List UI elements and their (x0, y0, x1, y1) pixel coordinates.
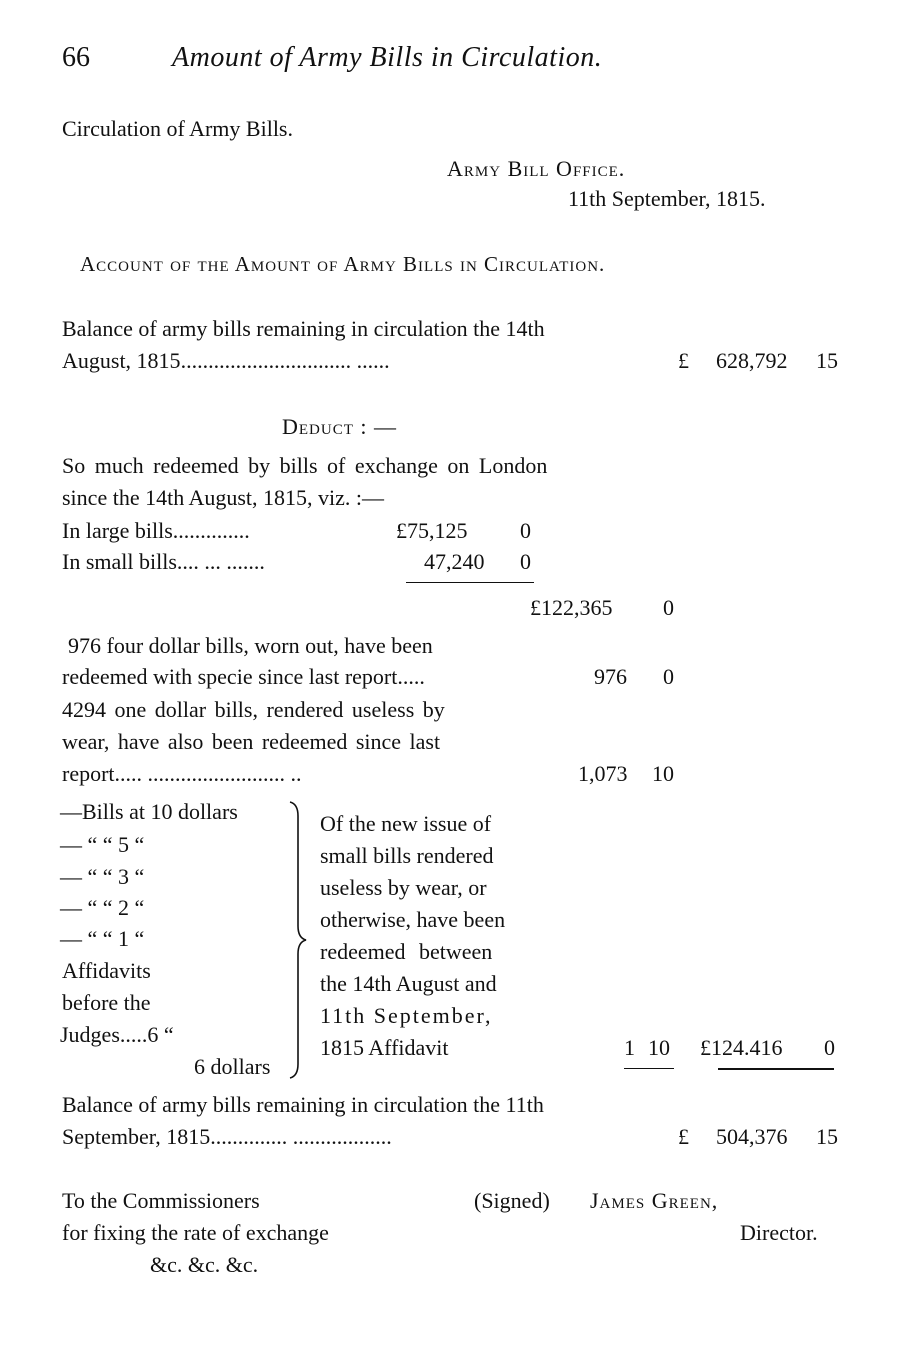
signer-name: James Green, (590, 1188, 719, 1213)
signer-title: Director. (740, 1220, 818, 1245)
four-dollar-amount: 976 (594, 664, 627, 689)
redeemed-line1: So much redeemed by bills of exchange on London (62, 453, 548, 478)
closing-balance-leader: .............. .................. (210, 1124, 392, 1149)
new-issue-row: — “ “ 3 “ (60, 864, 145, 889)
large-bills-label: In large bills (62, 518, 173, 543)
opening-balance-line1: Balance of army bills remaining in circulation the 14th (62, 316, 545, 341)
one-dollar-line1: 4294 one dollar bills, rendered useless by (62, 697, 445, 722)
addressee-line1: To the Commissioners (62, 1188, 260, 1213)
new-issue-description: useless by wear, or (320, 875, 487, 900)
small-bills-label: In small bills (62, 549, 177, 574)
new-issue-row: — “ “ 2 “ (60, 895, 145, 920)
closing-balance-currency: £ (678, 1124, 689, 1149)
page-number: 66 (62, 42, 90, 73)
one-dollar-line2: wear, have also been redeemed since last (62, 729, 441, 754)
closing-balance-shillings: 15 (816, 1124, 838, 1149)
new-issue-row: —Bills at 10 dollars (60, 799, 238, 824)
redeemed-line2: since the 14th August, 1815, viz. :— (62, 485, 385, 510)
closing-balance-line1: Balance of army bills remaining in circulation the 11th (62, 1092, 544, 1117)
office-date: 11th September, 1815. (568, 186, 766, 211)
new-issue-description: 1815 Affidavit (320, 1035, 449, 1060)
four-dollar-line1: 976 four dollar bills, worn out, have been (68, 633, 433, 658)
new-issue-description: redeemed between (320, 939, 493, 964)
small-bills-shillings: 0 (520, 549, 531, 574)
new-issue-description: Of the new issue of (320, 811, 492, 836)
addressee-etc: &c. &c. &c. (150, 1252, 259, 1277)
deduct-heading: Deduct : — (282, 414, 397, 439)
one-dollar-report: report (62, 761, 115, 786)
small-bills-row (62, 549, 265, 575)
closing-balance-line2 (62, 1124, 392, 1150)
four-dollar-shillings: 0 (663, 664, 674, 689)
opening-balance-leader: ............................... ...... (180, 348, 390, 373)
new-issue-description: small bills rendered (320, 843, 494, 868)
subtotal-rule (406, 582, 534, 583)
deduction-total-amount: £124.416 (700, 1035, 783, 1060)
new-issue-row: before the (62, 990, 151, 1015)
large-bills-shillings: 0 (520, 518, 531, 543)
new-issue-description: 11th September, (320, 1003, 493, 1028)
closing-balance-amount: 504,376 (716, 1124, 788, 1149)
large-bills-row (62, 518, 250, 544)
running-title: Amount of Army Bills in Circulation. (172, 42, 603, 73)
opening-balance-date: August, 1815 (62, 348, 181, 373)
deduction-total-rule (718, 1068, 834, 1070)
deduction-total-shillings: 0 (824, 1035, 835, 1060)
small-bills-amount: 47,240 (424, 549, 485, 574)
opening-balance-line2 (62, 348, 390, 374)
subtotal-amount: £122,365 (530, 595, 613, 620)
new-issue-shillings: 10 (648, 1035, 670, 1060)
addressee-line2: for fixing the rate of exchange (62, 1220, 329, 1245)
new-issue-row: 6 dollars (194, 1054, 271, 1079)
opening-balance-shillings: 15 (816, 348, 838, 373)
one-dollar-amount: 1,073 (578, 761, 628, 786)
office-name: Army Bill Office. (447, 156, 626, 181)
one-dollar-line3 (62, 761, 302, 787)
one-dollar-leader: ..... ......................... .. (114, 761, 302, 786)
four-dollar-line2: redeemed with specie since last report..... (62, 664, 425, 689)
new-issue-row: Affidavits (62, 958, 151, 983)
new-issue-row: — “ “ 5 “ (60, 832, 145, 857)
new-issue-description: the 14th August and (320, 971, 497, 996)
signed-label: (Signed) (474, 1188, 550, 1213)
curly-brace (288, 800, 310, 1080)
new-issue-description: otherwise, have been (320, 907, 506, 932)
large-bills-leader: .............. (172, 518, 250, 543)
large-bills-amount: £75,125 (396, 518, 468, 543)
new-issue-rule (624, 1068, 674, 1069)
opening-balance-currency: £ (678, 348, 689, 373)
closing-balance-date: September, 1815 (62, 1124, 211, 1149)
one-dollar-shillings: 10 (652, 761, 674, 786)
new-issue-row: — “ “ 1 “ (60, 926, 145, 951)
subtotal-shillings: 0 (663, 595, 674, 620)
new-issue-row: Judges.....6 “ (60, 1022, 174, 1047)
small-bills-leader: .... ... ....... (176, 549, 265, 574)
new-issue-amount: 1 (624, 1035, 635, 1060)
intro-line: Circulation of Army Bills. (62, 116, 293, 141)
opening-balance-amount: 628,792 (716, 348, 788, 373)
account-heading: Account of the Amount of Army Bills in Circulation. (80, 252, 606, 276)
